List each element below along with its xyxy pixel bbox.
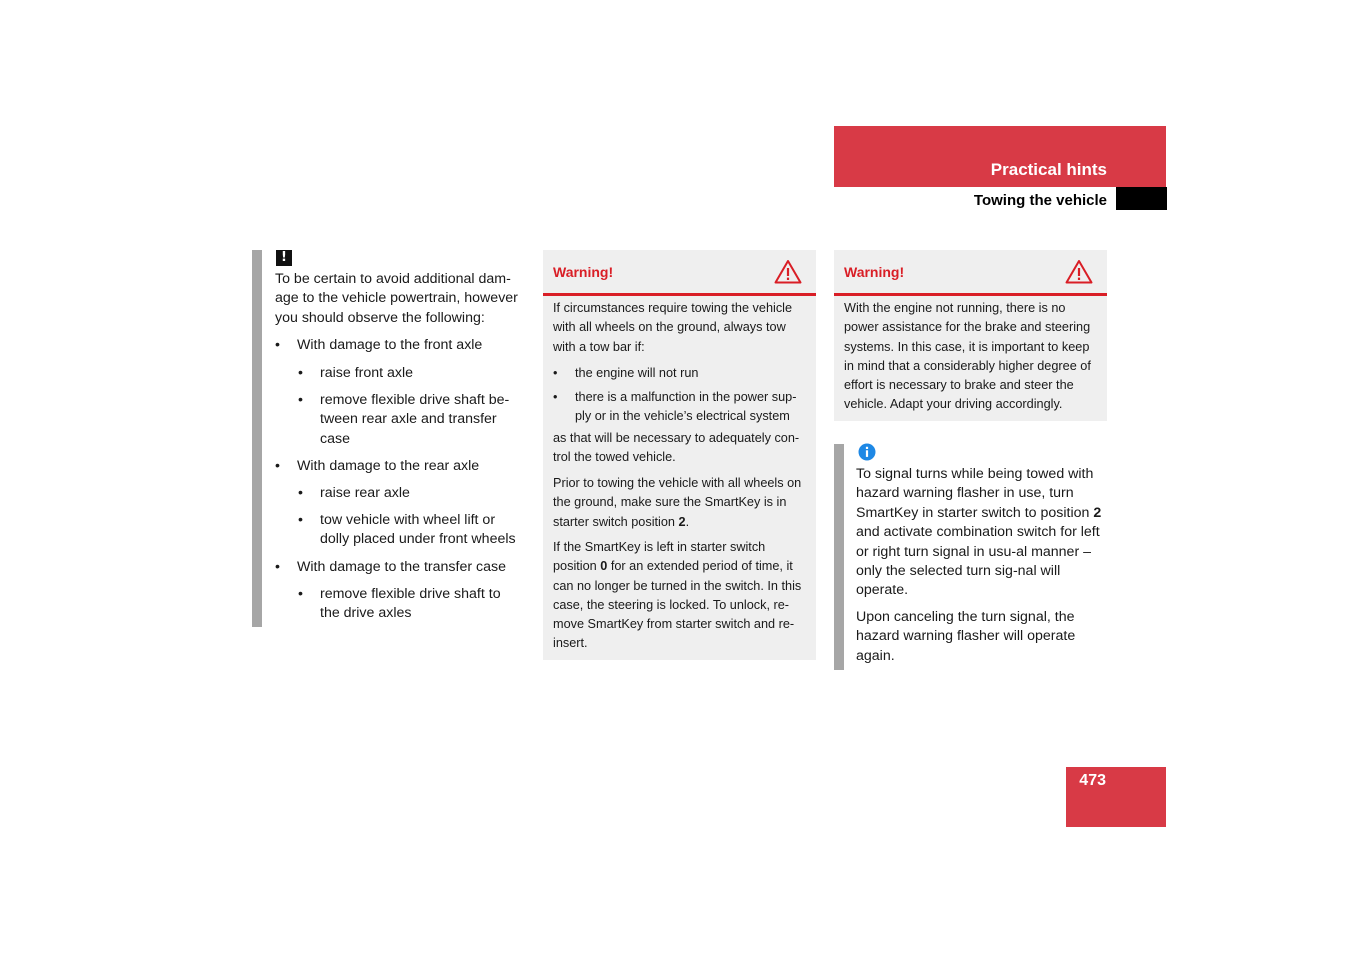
warning-paragraph: If the SmartKey is left in starter switch position 0 for an extended period of time, it can no longer be turned in the switch. In this case, the steering is locked. To unlock, re-move SmartKey from starter switch and re-insert. (553, 540, 802, 651)
note-side-bar (252, 250, 262, 627)
exclamation-icon: ! (276, 250, 292, 266)
warning-paragraph: If circumstances require towing the vehicle with all wheels on the ground, always tow with a tow bar if: (553, 301, 793, 354)
info-note (834, 444, 1109, 670)
warning-box-power-assist (834, 250, 1107, 421)
info-paragraph: Upon canceling the turn signal, the hazard warning flasher will operate again. (856, 608, 1076, 664)
warning-triangle-icon (774, 259, 802, 284)
warning-divider (543, 293, 816, 296)
damage-note: ! To be certain to avoid additional dam-age to the vehicle powertrain, however you should observe the following: • With damage to the front axle • raise front axle • remove flexible drive shaft be-tween rear axle and transfer case • With damage to the rear axle • raise rear axle • tow vehicle with wheel lift or dolly placed under front wheels • With damage to the transfer case • remove flexible drive shaft to the drive axles (252, 250, 532, 627)
warning-title: Warning! (844, 264, 905, 280)
warning-triangle-icon (1065, 259, 1093, 284)
info-paragraph: To signal turns while being towed with hazard warning flasher in use, turn SmartKey in starter switch to position 2 and activate combination switch for left or right turn signal in usu-al manner – only the selected turn sig-nal will operate. (856, 466, 1102, 599)
warning-title: Warning! (553, 264, 614, 280)
info-icon (858, 443, 876, 461)
warning-paragraph: as that will be necessary to adequately con-trol the towed vehicle. (553, 431, 800, 465)
note-intro: To be certain to avoid additional dam-age to the vehicle powertrain, however you should observe the following: (275, 271, 518, 326)
header-tab-marker (1116, 187, 1167, 210)
info-text (856, 465, 1109, 666)
subsection-title: Towing the vehicle (973, 192, 1107, 209)
warning-box-towing: Warning! If circumstances require towing the vehicle with all wheels on the ground, always tow with a tow bar if: • the engine will not run • there is a malfunction in the power sup-ply or in the vehicle’s electrical system as that will be necessary to adequately con-trol the towed vehicle. Prior to towing the vehicle with all wheels on the ground, make sure the SmartKey is in starter switch position 2. If the SmartKey is left in starter switch position 0 for an extended period of time, it can no longer be turned in the switch. In this case, the steering is locked. To unlock, re-move SmartKey from starter switch and re-insert. (543, 250, 816, 660)
section-title: Practical hints (990, 160, 1107, 179)
warning-divider (834, 293, 1107, 296)
warning-paragraph: With the engine not running, there is no power assistance for the brake and steering systems. In this case, it is important to keep in mind that a considerably higher degree of effort is necessary to brake and steer the vehicle. Adapt your driving accordingly. (844, 301, 1091, 412)
note-side-bar (834, 444, 844, 670)
page-number: 473 (1079, 772, 1106, 789)
warning-paragraph: Prior to towing the vehicle with all wheels on the ground, make sure the SmartKey is in starter switch position 2. (553, 476, 802, 529)
